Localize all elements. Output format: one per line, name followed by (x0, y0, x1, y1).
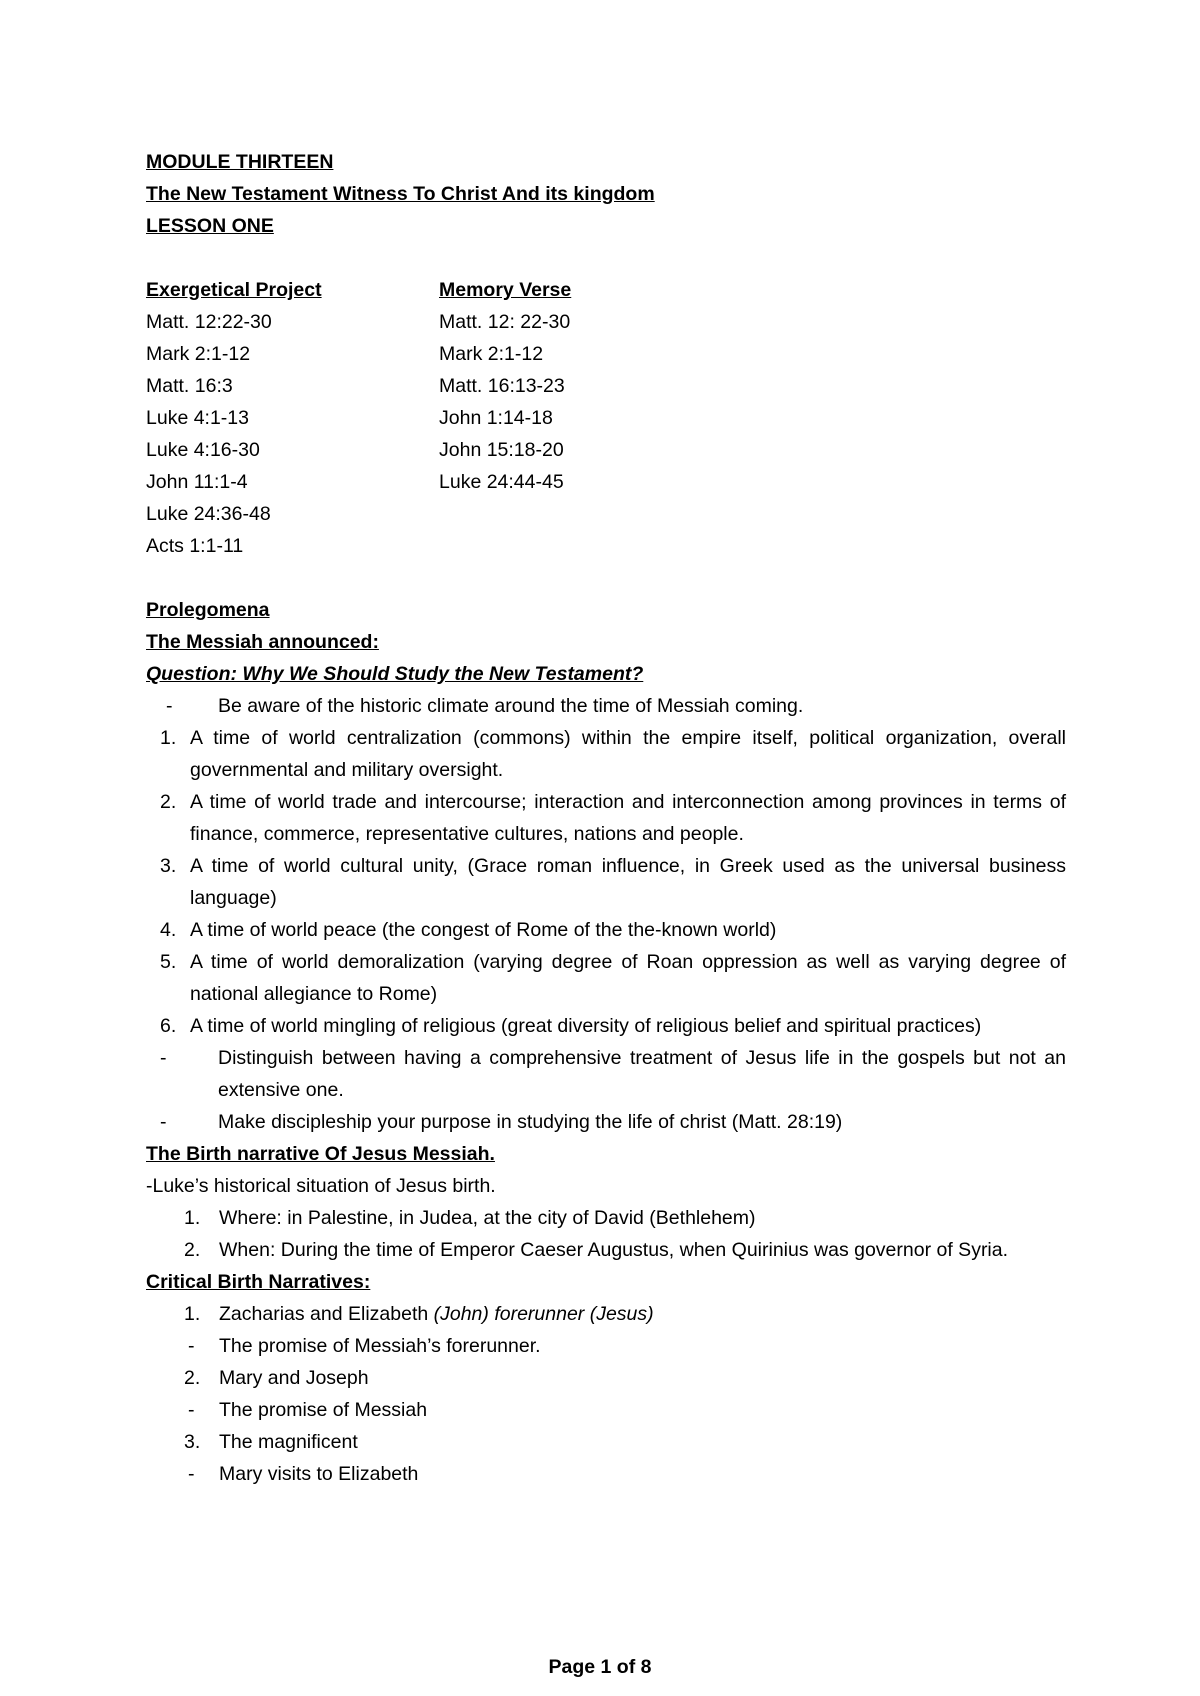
page-number: Page 1 of 8 (548, 1656, 652, 1678)
exegetical-ref: Matt. 12:22-30 (146, 311, 272, 333)
messiah-announced-heading: The Messiah announced: (146, 631, 379, 653)
list-item: - The promise of Messiah’s forerunner. (188, 1335, 541, 1357)
list-item: 1. Zacharias and Elizabeth (John) forerunner (Jesus) (184, 1303, 654, 1325)
prolegomena-heading: Prolegomena (146, 599, 270, 621)
exegetical-ref: Acts 1:1-11 (146, 535, 244, 557)
list-item: 2. A time of world trade and intercourse; interaction and interconnection among provinces in terms of finance, commerce, representative cultures, nations and people. (160, 791, 1066, 845)
list-item: - Distinguish between having a comprehensive treatment of Jesus life in the gospels but not an extensive one. (160, 1047, 1066, 1101)
memory-verse-ref: John 1:14-18 (439, 407, 553, 429)
exegetical-ref: Luke 4:16-30 (146, 439, 260, 461)
list-item: - Mary visits to Elizabeth (188, 1463, 419, 1485)
list-item: 2. Mary and Joseph (184, 1367, 369, 1389)
list-item: 3. The magnificent (184, 1431, 358, 1453)
memory-verse-ref: Mark 2:1-12 (439, 343, 544, 365)
exegetical-ref: John 11:1-4 (146, 471, 248, 493)
critical-birth-heading: Critical Birth Narratives: (146, 1271, 371, 1293)
list-item: 1. Where: in Palestine, in Judea, at the city of David (Bethlehem) (184, 1207, 756, 1229)
exegetical-ref: Mark 2:1-12 (146, 343, 251, 365)
list-item: - Be aware of the historic climate around the time of Messiah coming. (166, 695, 804, 717)
list-item: - The promise of Messiah (188, 1399, 428, 1421)
exegetical-ref: Luke 24:36-48 (146, 503, 271, 525)
birth-narrative-heading: The Birth narrative Of Jesus Messiah. (146, 1143, 495, 1165)
exegetical-heading: Exergetical Project (146, 279, 322, 301)
memory-verse-ref: Matt. 12: 22-30 (439, 311, 571, 333)
exegetical-ref: Matt. 16:3 (146, 375, 233, 397)
memory-verse-column (439, 274, 839, 562)
list-item: 2. When: During the time of Emperor Caeser Augustus, when Quirinius was governor of Syria. (184, 1239, 1009, 1261)
exegetical-column (146, 274, 439, 562)
memory-verse-ref: Luke 24:44-45 (439, 471, 564, 493)
document-title: The New Testament Witness To Christ And its kingdom (146, 183, 655, 205)
list-item: 3. A time of world cultural unity, (Grace roman influence, in Greek used as the universal business language) (160, 855, 1066, 909)
list-item: 1. A time of world centralization (commons) within the empire itself, political organization, overall governmental and military oversight. (160, 727, 1066, 781)
memory-verse-ref: Matt. 16:13-23 (439, 375, 565, 397)
question-heading: Question: Why We Should Study the New Testament? (146, 663, 644, 685)
document-page (146, 146, 1066, 1490)
scripture-columns (146, 274, 1066, 562)
list-item: 5. A time of world demoralization (varying degree of Roan oppression as well as varying degree of national allegiance to Rome) (160, 951, 1066, 1005)
birth-narrative-intro: -Luke’s historical situation of Jesus birth. (146, 1175, 496, 1197)
memory-verse-ref: John 15:18-20 (439, 439, 564, 461)
list-item: - Make discipleship your purpose in studying the life of christ (Matt. 28:19) (160, 1111, 843, 1133)
list-item: 4. A time of world peace (the congest of Rome of the the-known world) (160, 919, 777, 941)
exegetical-ref: Luke 4:1-13 (146, 407, 249, 429)
memory-verse-heading: Memory Verse (439, 279, 572, 301)
lesson-title: LESSON ONE (146, 215, 274, 237)
module-title: MODULE THIRTEEN (146, 151, 334, 173)
list-item: 6. A time of world mingling of religious (great diversity of religious belief and spiritual practices) (160, 1015, 982, 1037)
